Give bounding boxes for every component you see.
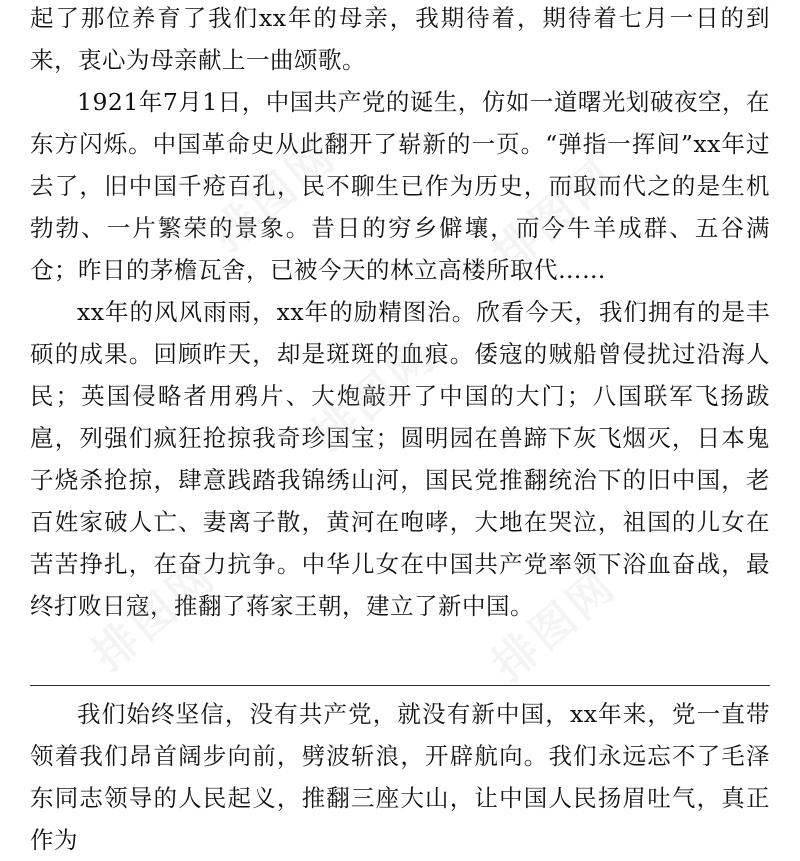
watermark-logo: 排图网 [83,549,227,682]
paragraph-belief: 我们始终坚信，没有共产党，就没有新中国，xx年来，党一直带领着我们昂首阔步向前，劈波斩浪，开辟航向。我们永远忘不了毛泽东同志领导的人民起义，推翻三座大山，让中国人民扬眉吐气，真正作为 [30,700,770,854]
watermark-logo: 排图网 [483,559,627,692]
watermark-logo: 排图网 [303,329,447,462]
watermark-logo: 排图网 [203,129,347,262]
watermark-logo: 排图网 [483,149,627,282]
lower-text-section [30,693,770,861]
page-divider [30,685,770,686]
paragraph-party-founding: 1921年7月1日，中国共产党的诞生，仿如一道曙光划破夜空，在东方闪烁。中国革命史从此翻开了崭新的一页。“弹指一挥间”xx年过去了，旧中国千疮百孔，民不聊生已作为历史，而取而代之的是生机勃勃、一片繁荣的景象。昔日的穷乡僻壤，而今牛羊成群、五谷满仓；昨日的茅檐瓦舍，已被今天的林立高楼所取代…… [30,88,770,284]
upper-text-section [30,0,770,627]
paragraph-history: xx年的风风雨雨，xx年的励精图治。欣看今天，我们拥有的是丰硕的成果。回顾昨天，却是斑斑的血痕。倭寇的贼船曾侵扰过沿海人民；英国侵略者用鸦片、大炮敲开了中国的大门；八国联军飞扬跋扈，列强们疯狂抢掠我奇珍国宝；圆明园在兽蹄下灰飞烟灭，日本鬼子烧杀抢掠，肆意践踏我锦绣山河，国民党推翻统治下的旧中国，老百姓家破人亡、妻离子散，黄河在咆哮，大地在哭泣，祖国的儿女在苦苦挣扎，在奋力抗争。中华儿女在中国共产党率领下浴血奋战，最终打败日寇，推翻了蒋家王朝，建立了新中国。 [30,298,770,620]
paragraph-continuation: 起了那位养育了我们xx年的母亲，我期待着，期待着七月一日的到来，衷心为母亲献上一曲颂歌。 [30,4,770,74]
